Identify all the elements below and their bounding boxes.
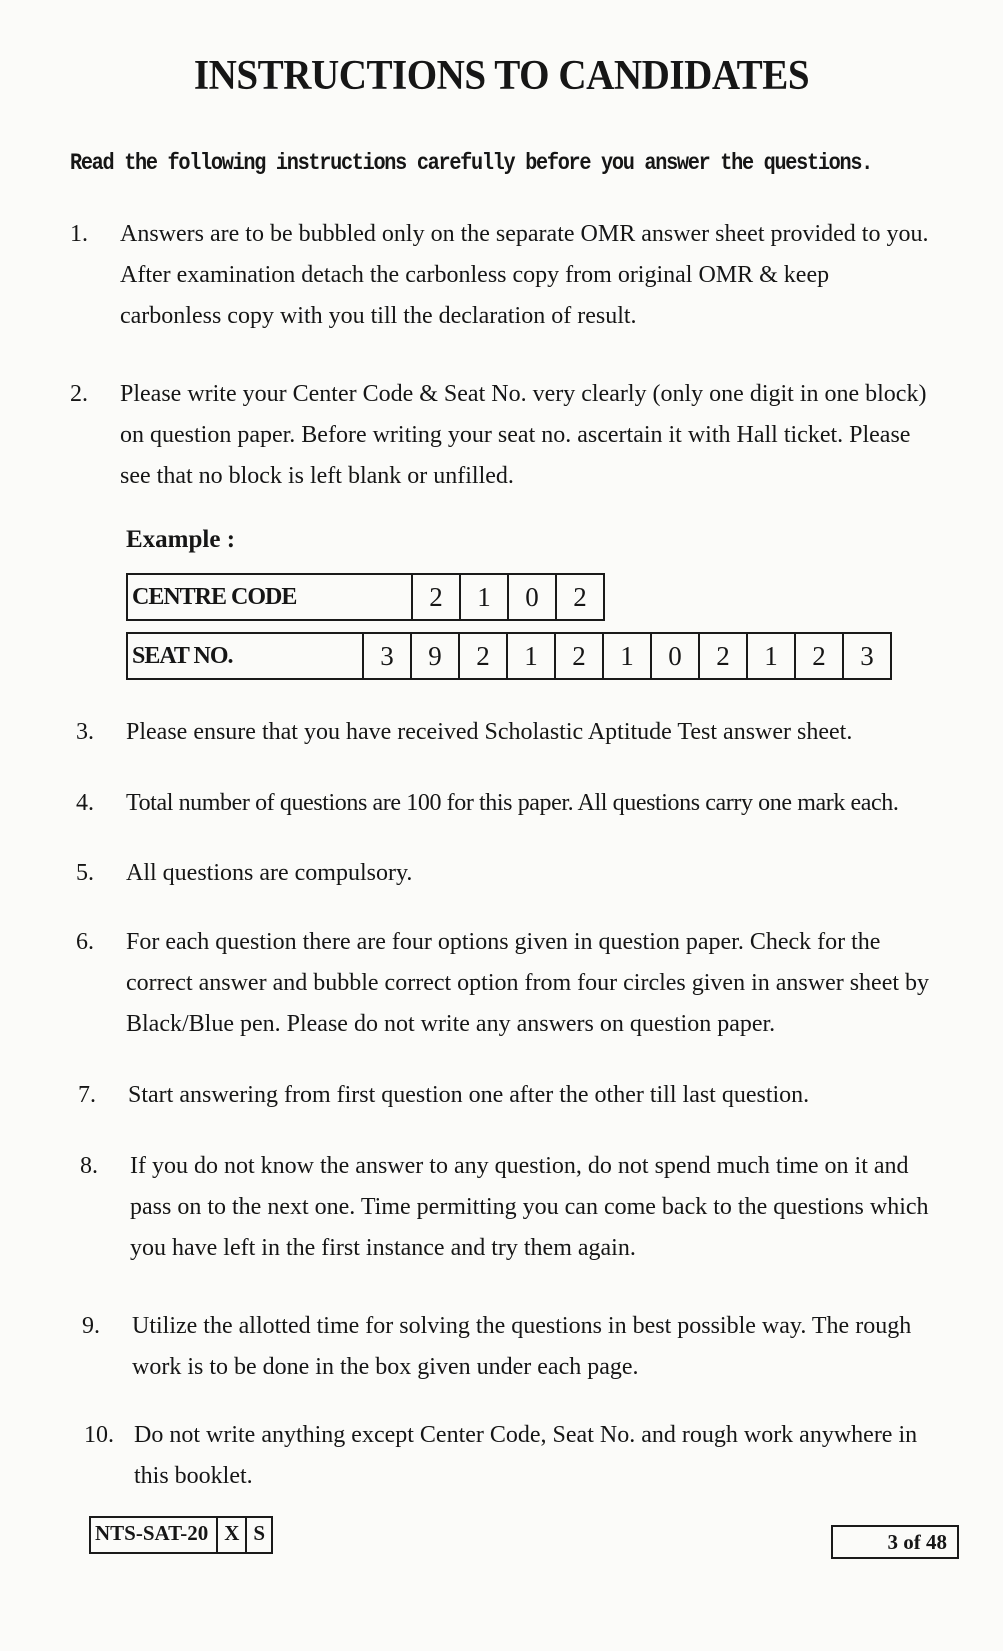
paper-code: NTS-SAT-20 <box>95 1521 209 1545</box>
centre-code-digit: 2 <box>412 574 460 620</box>
example-label: Example : <box>126 526 236 553</box>
item-number: 10. <box>84 1422 114 1448</box>
item-text: Total number of questions are 100 for this paper. All questions carry one mark each. <box>126 790 899 816</box>
seat-no-digit: 1 <box>603 633 651 679</box>
seat-no-digit: 3 <box>843 633 891 679</box>
item-number: 9. <box>82 1313 100 1339</box>
item-number: 1. <box>70 221 88 247</box>
seat-no-digit: 9 <box>411 633 459 679</box>
seat-no-digit: 0 <box>651 633 699 679</box>
seat-no-digit: 1 <box>747 633 795 679</box>
seat-no-digit: 2 <box>795 633 843 679</box>
item-text: Start answering from first question one after the other till last question. <box>128 1082 810 1108</box>
item-text: Do not write anything except Center Code, Seat No. and rough work anywhere in this booklet. <box>134 1422 918 1489</box>
item-text: If you do not know the answer to any question, do not spend much time on it and pass on to the next one. Time permitting you can come back to the questions which you have left in the first instance and try them again. <box>130 1153 929 1261</box>
item-text: For each question there are four options given in question paper. Check for the correct answer and bubble correct option from four circles given in answer sheet by Black/Blue pen. Please do not write any answers on question paper. <box>126 929 930 1037</box>
item-text: All questions are compulsory. <box>126 860 413 886</box>
seat-no-label: SEAT NO. <box>127 633 363 679</box>
page-number: 3 of 48 <box>831 1525 959 1559</box>
item-text: Answers are to be bubbled only on the separate OMR answer sheet provided to you. After examination detach the carbonless copy from original OMR & keep carbonless copy with you till the declaration of result. <box>120 221 929 329</box>
centre-code-digit: 2 <box>556 574 604 620</box>
seat-no-digit: 2 <box>699 633 747 679</box>
item-number: 6. <box>76 929 94 955</box>
centre-code-digit: 1 <box>460 574 508 620</box>
paper-code-box <box>89 1516 273 1554</box>
seat-no-digit: 3 <box>363 633 411 679</box>
item-number: 8. <box>80 1153 98 1179</box>
item-number: 7. <box>78 1082 96 1108</box>
centre-code-digit: 0 <box>508 574 556 620</box>
item-text: Utilize the allotted time for solving the questions in best possible way. The rough work is to be done in the box given under each page. <box>132 1313 912 1380</box>
centre-code-grid <box>126 573 605 621</box>
paper-code-series: X <box>216 1518 245 1552</box>
item-number: 2. <box>70 381 88 407</box>
item-number: 3. <box>76 719 94 745</box>
paper-code-subject: S <box>245 1518 271 1552</box>
centre-code-label: CENTRE CODE <box>127 574 412 620</box>
seat-no-digit: 2 <box>555 633 603 679</box>
item-text: Please ensure that you have received Scholastic Aptitude Test answer sheet. <box>126 719 853 745</box>
item-text: Please write your Center Code & Seat No. very clearly (only one digit in one block) on question paper. Before writing your seat no. ascertain it with Hall ticket. Please see that no block is left blank or unfilled. <box>120 381 927 489</box>
item-number: 4. <box>76 790 94 816</box>
page-title: INSTRUCTIONS TO CANDIDATES <box>193 53 810 99</box>
intro-text: Read the following instructions carefully before you answer the questions. <box>70 150 873 177</box>
seat-no-digit: 2 <box>459 633 507 679</box>
seat-no-digit: 1 <box>507 633 555 679</box>
item-number: 5. <box>76 860 94 886</box>
seat-no-grid <box>126 632 892 680</box>
